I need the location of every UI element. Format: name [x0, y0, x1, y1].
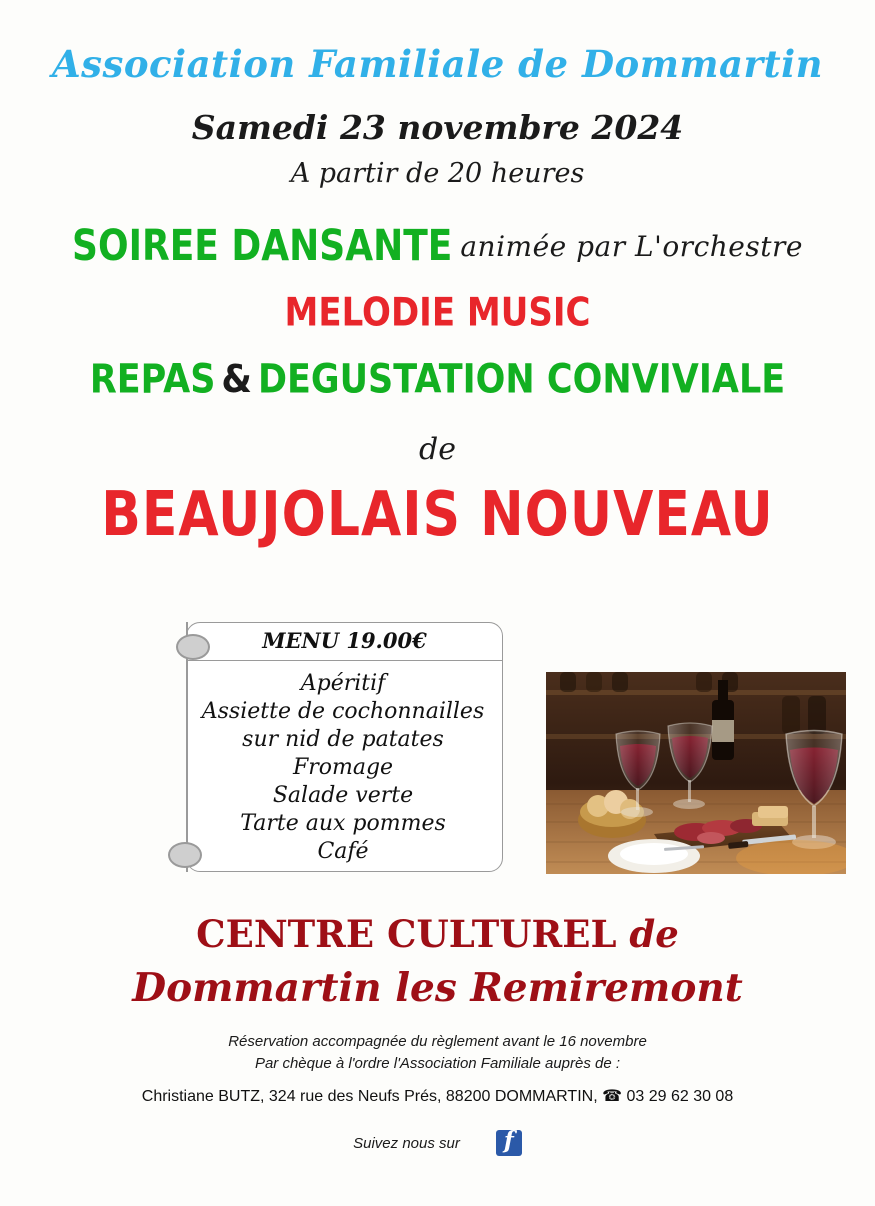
- follow-us-row: [0, 1130, 875, 1156]
- association-title: Association Familiale de Dommartin: [51, 42, 824, 86]
- contact-info: Christiane BUTZ, 324 rue des Neufs Prés, 88200 DOMMARTIN, ☎ 03 29 62 30 08: [141, 1088, 734, 1105]
- repas-line: [0, 357, 875, 403]
- event-date: Samedi 23 novembre 2024: [191, 108, 684, 147]
- repas-label: REPAS: [89, 357, 216, 403]
- venue-line-2: Dommartin les Remiremont: [132, 965, 743, 1011]
- de-connector: de: [419, 432, 456, 467]
- menu-item: Apéritif: [300, 671, 386, 696]
- beaujolais-nouveau-heading: BEAUJOLAIS NOUVEAU: [101, 479, 774, 551]
- facebook-icon[interactable]: [496, 1130, 522, 1156]
- menu-item: Tarte aux pommes: [240, 811, 446, 836]
- event-time: A partir de 20 heures: [290, 158, 585, 189]
- soiree-line: [0, 222, 875, 271]
- soiree-subtitle: animée par L'orchestre: [460, 230, 803, 263]
- menu-items: [178, 670, 508, 866]
- wine-charcuterie-photo: [546, 672, 846, 874]
- menu-item: Café: [317, 839, 369, 864]
- menu-item: Salade verte: [272, 783, 414, 808]
- menu-item: Assiette de cochonnailles: [201, 699, 485, 724]
- orchestra-name: MELODIE MUSIC: [284, 290, 591, 336]
- follow-us-label: Suivez nous sur: [353, 1134, 460, 1152]
- ampersand: &: [221, 358, 252, 402]
- menu-item: sur nid de patates: [242, 727, 444, 752]
- soiree-dansante-heading: SOIREE DANSANTE: [72, 222, 453, 271]
- venue-centre-culturel: CENTRE CULTUREL: [196, 912, 617, 956]
- degustation-label: DEGUSTATION CONVIVIALE: [257, 357, 786, 403]
- reservation-note-2: Par chèque à l'ordre l'Association Familiale auprès de :: [254, 1055, 621, 1072]
- menu-item: Fromage: [292, 755, 394, 780]
- menu-title: MENU 19.00€: [262, 628, 427, 653]
- venue-line-1: [0, 912, 875, 956]
- reservation-note-1: Réservation accompagnée du règlement avant le 16 novembre: [228, 1033, 647, 1050]
- menu-card: [168, 622, 503, 874]
- venue-de: de: [629, 912, 679, 956]
- menu-divider-line: [186, 660, 503, 661]
